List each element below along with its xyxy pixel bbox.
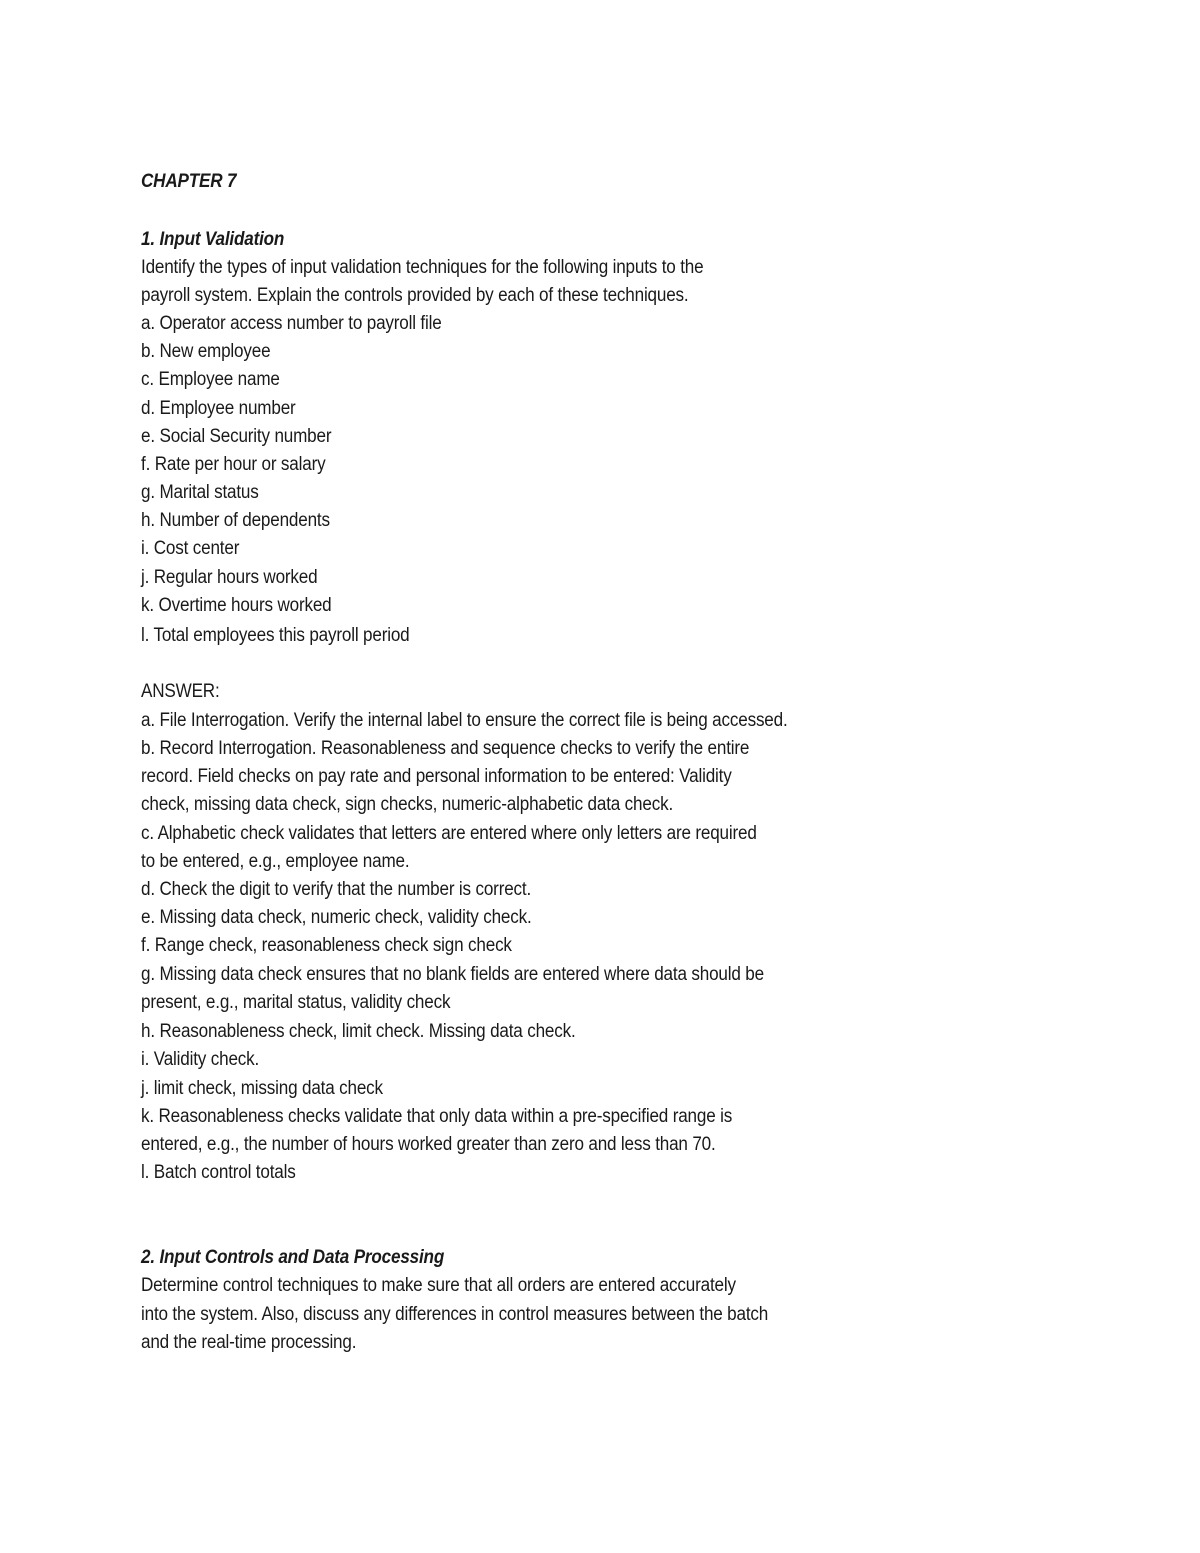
input-list-item: l. Total employees this payroll period bbox=[141, 625, 410, 646]
answer-line: b. Record Interrogation. Reasonableness and sequence checks to verify the entire bbox=[141, 738, 750, 759]
input-list-item: g. Marital status bbox=[141, 482, 259, 503]
section-2-prompt-line: and the real-time processing. bbox=[141, 1332, 357, 1353]
answer-line: a. File Interrogation. Verify the internal label to ensure the correct file is being accessed. bbox=[141, 710, 788, 731]
input-list-item: h. Number of dependents bbox=[141, 510, 330, 531]
answer-line: e. Missing data check, numeric check, validity check. bbox=[141, 907, 532, 928]
section-2-prompt-line: into the system. Also, discuss any differences in control measures between the batch bbox=[141, 1304, 769, 1325]
answer-line: k. Reasonableness checks validate that only data within a pre-specified range is bbox=[141, 1106, 733, 1127]
input-list-item: b. New employee bbox=[141, 341, 271, 362]
answer-line: l. Batch control totals bbox=[141, 1162, 296, 1183]
answer-line: record. Field checks on pay rate and personal information to be entered: Validity bbox=[141, 766, 732, 787]
input-list-item: j. Regular hours worked bbox=[141, 567, 318, 588]
answer-line: i. Validity check. bbox=[141, 1049, 260, 1070]
input-list-item: e. Social Security number bbox=[141, 426, 332, 447]
answer-line: entered, e.g., the number of hours worked greater than zero and less than 70. bbox=[141, 1134, 716, 1155]
answer-line: f. Range check, reasonableness check sign check bbox=[141, 935, 512, 956]
input-list-item: d. Employee number bbox=[141, 398, 296, 419]
answer-line: check, missing data check, sign checks, numeric-alphabetic data check. bbox=[141, 794, 674, 815]
answer-line: to be entered, e.g., employee name. bbox=[141, 851, 410, 872]
answer-label: ANSWER: bbox=[141, 681, 220, 702]
input-list-item: i. Cost center bbox=[141, 538, 240, 559]
input-list-item: c. Employee name bbox=[141, 369, 280, 390]
answer-line: g. Missing data check ensures that no blank fields are entered where data should be bbox=[141, 964, 764, 985]
answer-line: present, e.g., marital status, validity check bbox=[141, 992, 451, 1013]
answer-line: h. Reasonableness check, limit check. Missing data check. bbox=[141, 1021, 576, 1042]
answer-line: d. Check the digit to verify that the number is correct. bbox=[141, 879, 532, 900]
input-list-item: a. Operator access number to payroll file bbox=[141, 313, 442, 334]
section-1-heading: 1. Input Validation bbox=[141, 229, 285, 250]
chapter-title: CHAPTER 7 bbox=[141, 171, 237, 192]
input-list-item: f. Rate per hour or salary bbox=[141, 454, 326, 475]
answer-line: j. limit check, missing data check bbox=[141, 1078, 383, 1099]
answer-line: c. Alphabetic check validates that letters are entered where only letters are required bbox=[141, 823, 757, 844]
section-2-prompt-line: Determine control techniques to make sure that all orders are entered accurately bbox=[141, 1275, 736, 1296]
input-list-item: k. Overtime hours worked bbox=[141, 595, 332, 616]
section-1-prompt-line: payroll system. Explain the controls provided by each of these techniques. bbox=[141, 285, 689, 306]
section-1-prompt-line: Identify the types of input validation techniques for the following inputs to the bbox=[141, 257, 704, 278]
section-2-heading: 2. Input Controls and Data Processing bbox=[141, 1247, 445, 1268]
